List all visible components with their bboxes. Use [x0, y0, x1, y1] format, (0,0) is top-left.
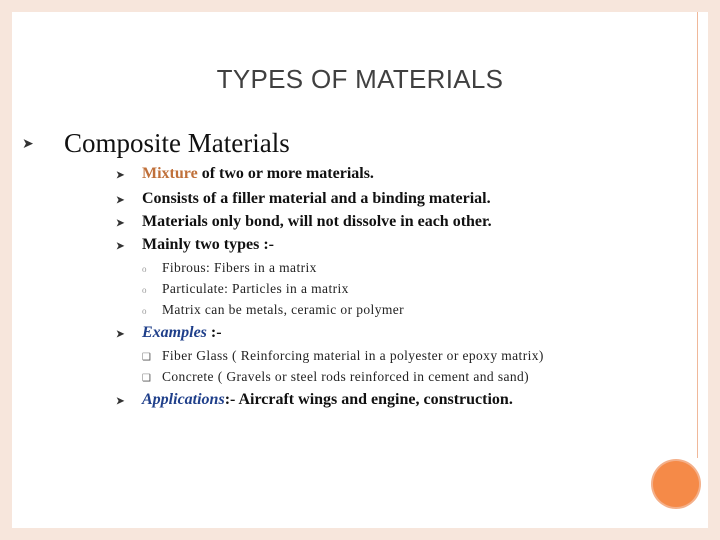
arrow-bullet-icon: ➤	[116, 170, 125, 181]
example-text: Concrete ( Gravels or steel rods reinforced in cement and sand)	[162, 369, 530, 384]
examples-suffix: :-	[206, 324, 222, 341]
arrow-bullet-icon: ➤	[22, 137, 34, 152]
arrow-bullet-icon: ➤	[116, 195, 125, 206]
type-text: Particulate: Particles in a matrix	[162, 281, 349, 296]
heading-text: Composite Materials	[64, 128, 290, 158]
type-item	[142, 281, 349, 297]
bullet-mixture	[116, 165, 374, 183]
type-item	[142, 260, 317, 276]
examples-label: Examples	[142, 324, 207, 341]
arrow-bullet-icon: ➤	[116, 329, 125, 340]
bullet-examples	[116, 324, 222, 342]
bullet-types	[116, 236, 274, 254]
type-text: Matrix can be metals, ceramic or polymer	[162, 302, 405, 317]
checkbox-bullet-icon: ❑	[142, 373, 152, 384]
applications-label: Applications	[142, 391, 225, 408]
circle-bullet-icon: o	[142, 264, 147, 274]
mixture-text: of two or more materials.	[197, 165, 374, 182]
checkbox-bullet-icon: ❑	[142, 352, 152, 363]
type-item	[142, 302, 404, 318]
types-text: Mainly two types :-	[142, 236, 274, 253]
example-item	[142, 369, 529, 385]
filler-text: Consists of a filler material and a binding material.	[142, 190, 491, 207]
arrow-bullet-icon: ➤	[116, 396, 125, 407]
example-text: Fiber Glass ( Reinforcing material in a polyester or epoxy matrix)	[162, 348, 544, 363]
bond-text: Materials only bond, will not dissolve in each other.	[142, 213, 492, 230]
mixture-highlight: Mixture	[142, 165, 198, 182]
heading-row	[22, 128, 290, 159]
arrow-bullet-icon: ➤	[116, 218, 125, 229]
bullet-applications	[116, 391, 513, 409]
bullet-bond	[116, 213, 492, 231]
circle-bullet-icon: o	[142, 306, 147, 316]
slide-title: TYPES OF MATERIALS	[216, 64, 504, 94]
example-item	[142, 348, 544, 364]
bullet-filler	[116, 190, 491, 208]
arrow-bullet-icon: ➤	[116, 241, 125, 252]
type-text: Fibrous: Fibers in a matrix	[162, 260, 317, 275]
circle-bullet-icon: o	[142, 285, 147, 295]
decorative-circle	[653, 461, 699, 507]
applications-text: :- Aircraft wings and engine, construction.	[224, 391, 513, 408]
